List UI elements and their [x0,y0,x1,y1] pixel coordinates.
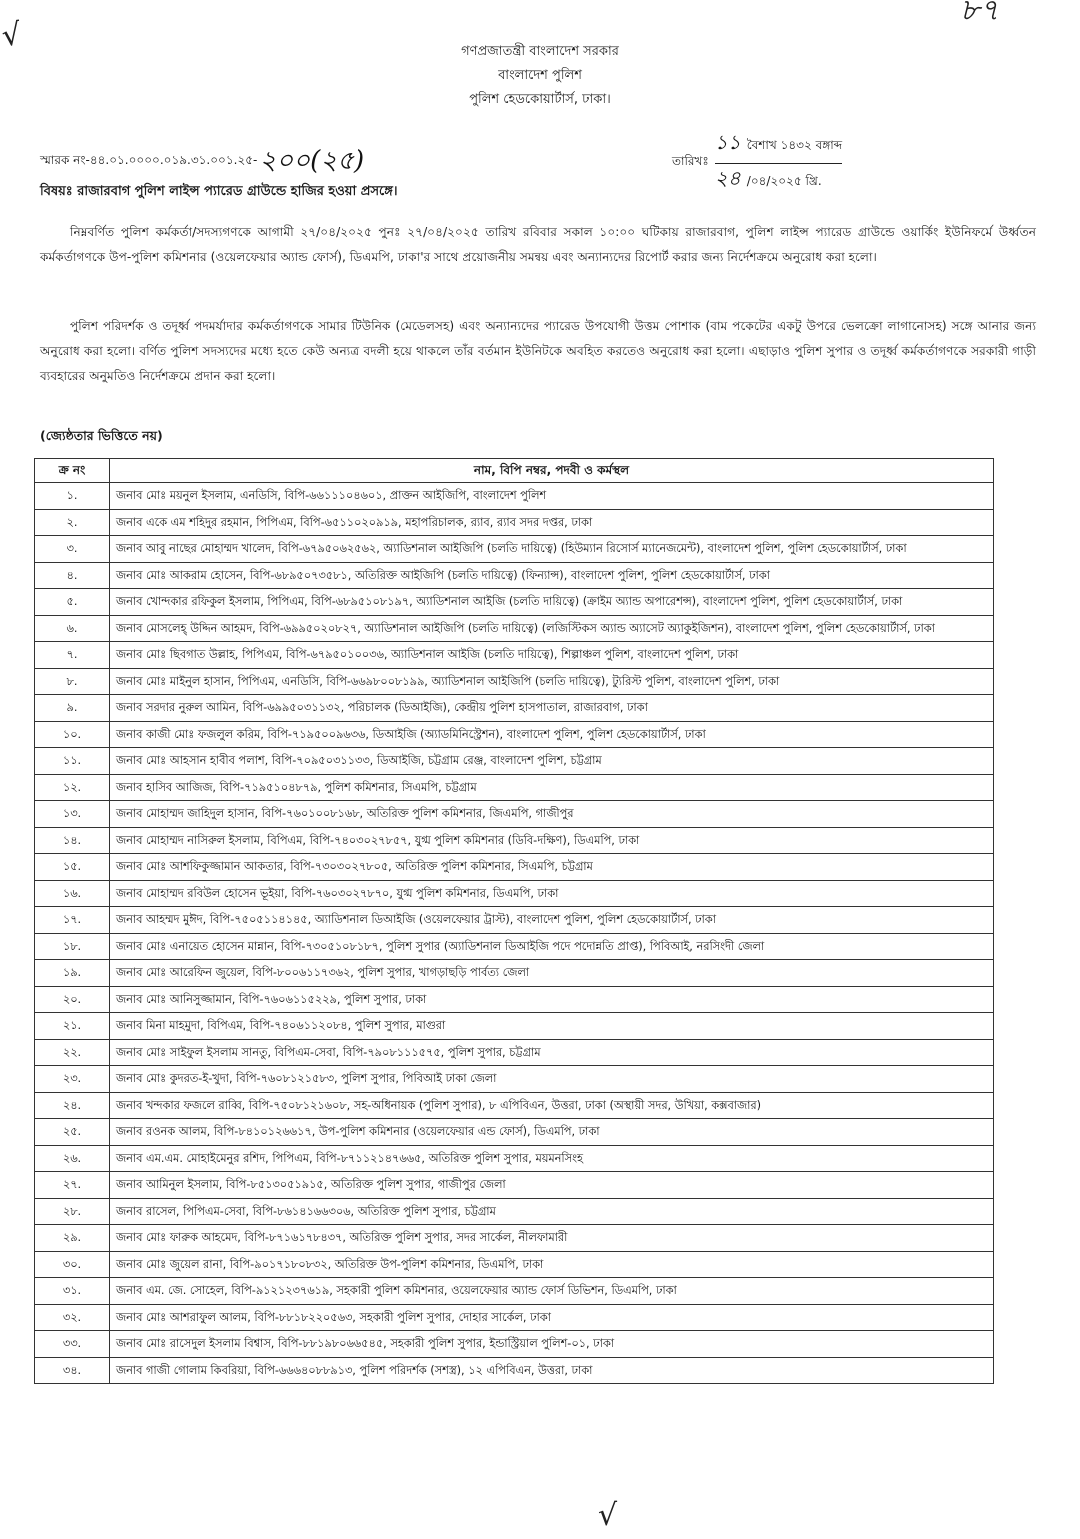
officer-details-cell: জনাব মোঃ কুদরত-ই-খুদা, বিপি-৭৬০৮১২১৫৮৩, পুলিশ সুপার, পিবিআই ঢাকা জেলা [110,1066,994,1093]
officer-details-cell: জনাব মোঃ ফারুক আহমেদ, বিপি-৮৭১৬১৭৮৪৩৭, অতিরিক্ত পুলিশ সুপার, সদর সার্কেল, নীলফামারী [110,1225,994,1252]
serial-cell: ১৬. [35,880,110,907]
table-row [35,880,994,907]
table-row [35,562,994,589]
paragraph-instructions: নিম্নবর্ণিত পুলিশ কর্মকর্তা/সদস্যগণকে আগামী ২৭/০৪/২০২৫ পুনঃ ২৭/০৪/২০২৫ তারিখ রবিবার সকাল ১০:০০ ঘটিকায় রাজারবাগ, পুলিশ লাইন্স প্যারেড গ্রাউন্ডে ওয়ার্কিং ইউনিফর্মে উর্ধ্বতন কর্মকর্তাগণকে উপ-পুলিশ কমিশনার (ওয়েলফেয়ার অ্যান্ড ফোর্স), ডিএমপি, ঢাকা'র সাথে প্রয়োজনীয় সমন্বয় এবং অন্যান্যদের রিপোর্ট করার জন্য নির্দেশক্রমে অনুরোধ করা হলো। [40,225,1036,264]
table-row [35,1278,994,1305]
serial-cell: ১৪. [35,827,110,854]
officer-details-cell: জনাব রওনক আলম, বিপি-৮৪১০১২৬৬১৭, উপ-পুলিশ কমিশনার (ওয়েলফেয়ার এন্ড ফোর্স), ডিএমপি, ঢাকা [110,1119,994,1146]
table-row [35,1145,994,1172]
serial-cell: ২১. [35,1013,110,1040]
table-row [35,748,994,775]
serial-cell: ৭. [35,642,110,669]
bangla-date: বৈশাখ ১৪৩২ বঙ্গাব্দ [746,138,843,152]
column-header-serial: ক্র নং [35,459,110,483]
officer-details-cell: জনাব মোঃ আরেফিন জুয়েল, বিপি-৮০০৬১১৭৩৬২, পুলিশ সুপার, খাগড়াছড়ি পার্বত্য জেলা [110,960,994,987]
column-header-details: নাম, বিপি নম্বর, পদবী ও কর্মস্থল [110,459,994,483]
officer-details-cell: জনাব একে এম শহিদুর রহমান, পিপিএম, বিপি-৬৫১১০২০৯১৯, মহাপরিচালক, র‍্যাব, র‍্যাব সদর দপ্তর, ঢাকা [110,509,994,536]
serial-cell: ১. [35,483,110,510]
officer-details-cell: জনাব মোঃ ময়নুল ইসলাম, এনডিসি, বিপি-৬৬১১১০৪৬০১, প্রাক্তন আইজিপি, বাংলাদেশ পুলিশ [110,483,994,510]
officer-details-cell: জনাব মোঃ আকরাম হোসেন, বিপি-৬৮৯৫০৭৩৫৮১, অতিরিক্ত আইজিপি (চলতি দায়িত্বে) (ফিন্যান্স), বাংলাদেশ পুলিশ, পুলিশ হেডকোয়ার্টার্স, ঢাকা [110,562,994,589]
serial-cell: ৬. [35,615,110,642]
serial-cell: ৫. [35,589,110,616]
table-row [35,695,994,722]
officer-details-cell: জনাব মিনা মাহমুদা, বিপিএম, বিপি-৭৪০৬১১২০৮৪, পুলিশ সুপার, মাগুরা [110,1013,994,1040]
officer-details-cell: জনাব খন্দকার ফজলে রাব্বি, বিপি-৭৫০৮১২১৬০৮, সহ-অধিনায়ক (পুলিশ সুপার), ৮ এপিবিএন, উত্তরা, ঢাকা (অস্থায়ী সদর, উখিয়া, কক্সবাজার) [110,1092,994,1119]
serial-cell: ৪. [35,562,110,589]
officer-details-cell: জনাব মোঃ আনিসুজ্জামান, বিপি-৭৬০৬১১৫২২৯, পুলিশ সুপার, ঢাকা [110,986,994,1013]
english-day: ২৪ [714,166,741,190]
serial-cell: ৩. [35,536,110,563]
officer-details-cell: জনাব মোহাম্মদ জাহিদুল হাসান, বিপি-৭৬০১০০৮১৬৮, অতিরিক্ত পুলিশ কমিশনার, জিএমপি, গাজীপুর [110,801,994,828]
date-label: তারিখঃ [672,153,709,168]
memo-label: স্মারক নং-৪৪.০১.০০০০.০১৯.৩১.০০১.২৫- [40,153,258,167]
table-row [35,483,994,510]
table-row [35,721,994,748]
table-row [35,1013,994,1040]
officer-table [34,458,994,1384]
tick-mark: √ [598,1498,618,1533]
officer-details-cell: জনাব মোঃ জুয়েল রানা, বিপি-৯০১৭১৮০৮৩২, অতিরিক্ত উপ-পুলিশ কমিশনার, ডিএমপি, ঢাকা [110,1251,994,1278]
serial-cell: ২. [35,509,110,536]
officer-details-cell: জনাব মোঃ আশরাফুল আলম, বিপি-৮৮১৮২২০৫৬৩, সহকারী পুলিশ সুপার, দোহার সার্কেল, ঢাকা [110,1304,994,1331]
officer-details-cell: জনাব মোঃ আহসান হাবীব পলাশ, বিপি-৭০৯৫০৩১১৩৩, ডিআইজি, চট্টগ্রাম রেঞ্জ, বাংলাদেশ পুলিশ, চট্টগ্রাম [110,748,994,775]
letterhead [0,40,1080,112]
table-row [35,1039,994,1066]
officer-details-cell: জনাব মোঃ সাইফুল ইসলাম সানতু, বিপিএম-সেবা, বিপি-৭৯০৮১১১৫৭৫, পুলিশ সুপার, চট্টগ্রাম [110,1039,994,1066]
serial-cell: ১৭. [35,907,110,934]
date-block [672,128,842,197]
table-row [35,1304,994,1331]
table-row [35,1066,994,1093]
table-row [35,1251,994,1278]
officer-details-cell: জনাব আমিনুল ইসলাম, বিপি-৮৫১৩০৫১৯১৫, অতিরিক্ত পুলিশ সুপার, গাজীপুর জেলা [110,1172,994,1199]
table-row [35,642,994,669]
officer-details-cell: জনাব মোহাম্মদ রবিউল হোসেন ভূইয়া, বিপি-৭৬০৩০২৭৮৭০, যুগ্ম পুলিশ কমিশনার, ডিএমপি, ঢাকা [110,880,994,907]
serial-cell: ১৫. [35,854,110,881]
serial-cell: ৩৪. [35,1357,110,1384]
table-row [35,827,994,854]
table-row [35,1119,994,1146]
table-row [35,615,994,642]
subject-line: বিষয়ঃ রাজারবাগ পুলিশ লাইন্স প্যারেড গ্রাউন্ডে হাজির হওয়া প্রসঙ্গে। [40,184,398,199]
serial-cell: ৩৩. [35,1331,110,1358]
table-row [35,1092,994,1119]
serial-cell: ১৩. [35,801,110,828]
officer-details-cell: জনাব এম.এম. মোহাইমেনুর রশিদ, পিপিএম, বিপি-৮৭১১২১৪৭৬৬৫, অতিরিক্ত পুলিশ সুপার, ময়মনসিংহ [110,1145,994,1172]
table-row [35,1198,994,1225]
table-row [35,1331,994,1358]
officer-details-cell: জনাব মোঃ মাইনুল হাসান, পিপিএম, এনডিসি, বিপি-৬৬৯৮০০৮১৯৯, অ্যাডিশনাল আইজিপি (চলতি দায়িত্বে), ট্যুরিস্ট পুলিশ, বাংলাদেশ পুলিশ, ঢাকা [110,668,994,695]
letterhead-office: পুলিশ হেডকোয়ার্টার্স, ঢাকা। [469,92,611,107]
table-row [35,1357,994,1384]
seniority-note: (জ্যেষ্ঠতার ভিত্তিতে নয়) [40,428,163,443]
table-row [35,774,994,801]
table-row [35,509,994,536]
tick-mark: √ [0,16,24,55]
table-row [35,801,994,828]
serial-cell: ৩১. [35,1278,110,1305]
paragraph-uniform: পুলিশ পরিদর্শক ও তদূর্ধ্ব পদমর্যাদার কর্মকর্তাগণকে সামার টিউনিক (মেডেলসহ) এবং অন্যান্যদের প্যারেড উপযোগী উত্তম পোশাক (বাম পকেটের একটু উপরে ভেলক্রো লাগানোসহ) সঙ্গে আনার জন্য অনুরোধ করা হলো। বর্ণিত পুলিশ সদস্যদের মধ্যে হতে কেউ অন্যত্র বদলী হয়ে থাকলে তাঁর বর্তমান ইউনিটকে অবহিত করতেও অনুরোধ করা হলো। এছাড়াও পুলিশ সুপার ও তদূর্ধ্ব কর্মকর্তাগণকে সরকারী গাড়ী ব্যবহারের অনুমতিও নির্দেশক্রমে প্রদান করা হলো। [40,319,1036,383]
serial-cell: ১২. [35,774,110,801]
letterhead-government: গণপ্রজাতন্ত্রী বাংলাদেশ সরকার [461,44,619,59]
officer-details-cell: জনাব মোঃ আশফিকুজ্জামান আকতার, বিপি-৭৩০৩০২৭৮০৫, অতিরিক্ত পুলিশ কমিশনার, সিএমপি, চট্টগ্রাম [110,854,994,881]
officer-details-cell: জনাব আবু নাছের মোহাম্মদ খালেদ, বিপি-৬৭৯৫০৬২৫৬২, অ্যাডিশনাল আইজিপি (চলতি দায়িত্বে) (হিউম্যান রিসোর্স ম্যানেজমেন্ট), বাংলাদেশ পুলিশ, পুলিশ হেডকোয়ার্টার্স, ঢাকা [110,536,994,563]
serial-cell: ২২. [35,1039,110,1066]
table-row [35,907,994,934]
officer-details-cell: জনাব এম. জে. সোহেল, বিপি-৯১২১২৩৭৬১৯, সহকারী পুলিশ কমিশনার, ওয়েলফেয়ার অ্যান্ড ফোর্স ডিভিশন, ডিএমপি, ঢাকা [110,1278,994,1305]
table-header-row [35,459,994,483]
officer-details-cell: জনাব মোঃ ছিবগাত উল্লাহ, পিপিএম, বিপি-৬৭৯৫০১০০৩৬, অ্যাডিশনাল আইজি (চলতি দায়িত্বে), শিল্পাঞ্চল পুলিশ, বাংলাদেশ পুলিশ, ঢাকা [110,642,994,669]
serial-cell: ৯. [35,695,110,722]
serial-cell: ২০. [35,986,110,1013]
table-row [35,1172,994,1199]
table-row [35,668,994,695]
serial-cell: ১০. [35,721,110,748]
serial-cell: ২৮. [35,1198,110,1225]
officer-details-cell: জনাব গাজী গোলাম কিবরিয়া, বিপি-৬৬৬৪০৮৮৯১৩, পুলিশ পরিদর্শক (সশস্ত্র), ১২ এপিবিএন, উত্তরা, ঢাকা [110,1357,994,1384]
serial-cell: ১৯. [35,960,110,987]
officer-details-cell: জনাব সরদার নুরুল আমিন, বিপি-৬৯৯৫০৩১১৩২, পরিচালক (ডিআইজি), কেন্দ্রীয় পুলিশ হাসপাতাল, রাজারবাগ, ঢাকা [110,695,994,722]
serial-cell: ২৫. [35,1119,110,1146]
table-row [35,589,994,616]
serial-cell: ১১. [35,748,110,775]
officer-details-cell: জনাব হাসিব আজিজ, বিপি-৭১৯৫১০৪৮৭৯, পুলিশ কমিশনার, সিএমপি, চট্টগ্রাম [110,774,994,801]
serial-cell: ২৩. [35,1066,110,1093]
table-row [35,854,994,881]
serial-cell: ২৯. [35,1225,110,1252]
serial-cell: ২৭. [35,1172,110,1199]
english-date: /০৪/২০২৫ খ্রি. [746,174,822,188]
officer-details-cell: জনাব মোসলেহ্ উদ্দিন আহমদ, বিপি-৬৯৯৫০২০৮২৭, অ্যাডিশনাল আইজিপি (চলতি দায়িত্বে) (লজিস্টিকস অ্যান্ড অ্যাসেট অ্যাকুইজিশন), বাংলাদেশ পুলিশ, পুলিশ হেডকোয়ার্টার্স, ঢাকা [110,615,994,642]
table-row [35,536,994,563]
serial-cell: ৩০. [35,1251,110,1278]
officer-details-cell: জনাব মোঃ এনায়েত হোসেন মান্নান, বিপি-৭৩০৫১০৮১৮৭, পুলিশ সুপার (অ্যাডিশনাল ডিআইজি পদে পদোন্নতি প্রাপ্ত), পিবিআই, নরসিংদী জেলা [110,933,994,960]
officer-details-cell: জনাব আহম্মদ মুঈদ, বিপি-৭৫০৫১১৪১৪৫, অ্যাডিশনাল ডিআইজি (ওয়েলফেয়ার ট্রাস্ট), বাংলাদেশ পুলিশ, পুলিশ হেডকোয়ার্টার্স, ঢাকা [110,907,994,934]
serial-cell: ৩২. [35,1304,110,1331]
officer-details-cell: জনাব মোঃ রাসেদুল ইসলাম বিশ্বাস, বিপি-৮৮১৯৮০৬৬৫৪৫, সহকারী পুলিশ সুপার, ইন্ডাস্ট্রিয়াল পুলিশ-০১, ঢাকা [110,1331,994,1358]
officer-details-cell: জনাব খোন্দকার রফিকুল ইসলাম, পিপিএম, বিপি-৬৮৯৫১০৮১৯৭, অ্যাডিশনাল আইজি (চলতি দায়িত্বে) (ক্রাইম অ্যান্ড অপারেশন্স), বাংলাদেশ পুলিশ, পুলিশ হেডকোয়ার্টার্স, ঢাকা [110,589,994,616]
bangla-day: ১১ [714,130,741,154]
page-number-scribble: ৮৭ [960,0,999,28]
serial-cell: ৮. [35,668,110,695]
table-row [35,986,994,1013]
table-row [35,933,994,960]
letterhead-department: বাংলাদেশ পুলিশ [498,68,582,83]
serial-cell: ২৪. [35,1092,110,1119]
table-row [35,1225,994,1252]
serial-cell: ২৬. [35,1145,110,1172]
memo-handwritten-number: ২০০(২৫) [259,146,365,176]
memo-number [40,140,364,184]
officer-details-cell: জনাব রাসেল, পিপিএম-সেবা, বিপি-৮৬১৪১৬৬৩০৬, অতিরিক্ত পুলিশ সুপার, চট্টগ্রাম [110,1198,994,1225]
serial-cell: ১৮. [35,933,110,960]
officer-details-cell: জনাব মোহাম্মদ নাসিরুল ইসলাম, বিপিএম, বিপি-৭৪০৩০২৭৮৫৭, যুগ্ম পুলিশ কমিশনার (ডিবি-দক্ষিণ), ডিএমপি, ঢাকা [110,827,994,854]
officer-details-cell: জনাব কাজী মোঃ ফজলুল করিম, বিপি-৭১৯৫০০৯৬৩৬, ডিআইজি (অ্যাডমিনিস্ট্রেশন), বাংলাদেশ পুলিশ, পুলিশ হেডকোয়ার্টার্স, ঢাকা [110,721,994,748]
table-row [35,960,994,987]
